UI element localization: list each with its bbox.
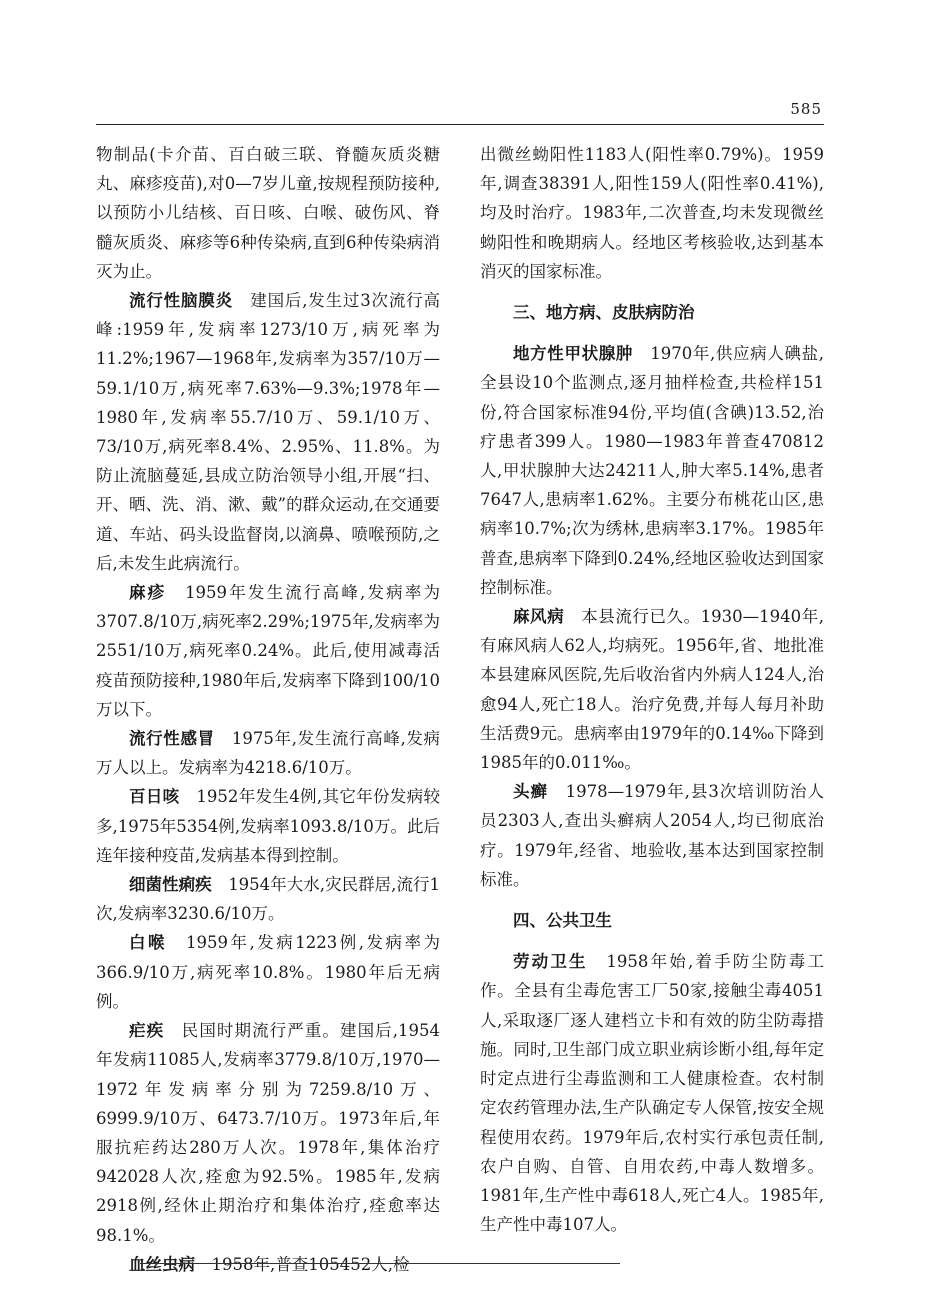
paragraph-goiter: [480, 339, 824, 602]
section-heading: 三、地方病、皮肤病防治: [513, 303, 695, 323]
paragraph-dysentery: [96, 870, 440, 928]
paragraph-malaria: [96, 1016, 440, 1250]
paragraph-influenza: [96, 724, 440, 782]
paragraph-occupational-health: [480, 947, 824, 1239]
paragraph-text: 1970年,供应病人碘盐,全县设10个监测点,逐月抽样检查,共检样151份,符合国家标准94份,平均值(含碘)13.52,治疗患者399人。1980—1983年普查470812人,甲状腺肿大达24211人,肿大率5.14%,患者7647人,患病率1.62%。主要分布桃花山区,患病率10.7%;次为绣林,患病率3.17%。1985年普查,患病率下降到0.24%,经地区验收达到国家控制标准。: [480, 344, 825, 597]
paragraph-title: 地方性甲状腺肿: [513, 344, 634, 364]
left-column: [96, 140, 440, 1279]
paragraph-title: 麻风病: [513, 607, 565, 627]
paragraph-text: 出微丝蚴阳性1183人(阳性率0.79%)。1959年,调查38391人,阳性159人(阳性率0.41%),均及时治疗。1983年,二次普查,均未发现微丝蚴阳性和晚期病人。经地区考核验收,达到基本消灭的国家标准。: [480, 145, 824, 281]
paragraph-leprosy: [480, 602, 824, 777]
paragraph-title: 血丝虫病: [129, 1254, 195, 1274]
paragraph-text: 1954年大水,灾民群居,流行1次,发病率3230.6/10万。: [96, 875, 441, 924]
paragraph-meningitis: [96, 286, 440, 578]
paragraph-text: 1959年发生流行高峰,发病率为3707.8/10万,病死率2.29%;1975年,发病率为2551/10万,病死率0.24%。此后,使用减毒活疫苗预防接种,1980年后,发病率下降到100/10万以下。: [96, 583, 440, 719]
paragraph-title: 劳动卫生: [513, 952, 588, 972]
paragraph-text: 1958年,普查105452人,检: [211, 1254, 410, 1274]
paragraph-title: 头癣: [513, 782, 549, 802]
paragraph-title: 疟疾: [129, 1021, 165, 1041]
paragraph-title: 细菌性痢疾: [129, 875, 212, 895]
paragraph-title: 百日咳: [129, 787, 180, 807]
paragraph: [96, 140, 440, 286]
paragraph-title: 白喉: [129, 933, 168, 953]
section-heading: 四、公共卫生: [513, 911, 612, 931]
paragraph-text: 1975年,发生流行高峰,发病万人以上。发病率为4218.6/10万。: [96, 729, 441, 778]
page-number: 585: [790, 100, 822, 118]
paragraph-title: 流行性脑膜炎: [129, 291, 233, 311]
paragraph-text: 物制品(卡介苗、百白破三联、脊髓灰质炎糖丸、麻疹疫苗),对0—7岁儿童,按规程预防接种,以预防小儿结核、百日咳、白喉、破伤风、脊髓灰质炎、麻疹等6种传染病,直到6种传染病消灭为止。: [96, 145, 440, 281]
paragraph-filariasis: [96, 1250, 440, 1279]
footer-rule: [140, 1263, 620, 1264]
paragraph-title: 麻疹: [129, 583, 167, 603]
paragraph-measles: [96, 578, 440, 724]
paragraph-pertussis: [96, 782, 440, 870]
paragraph-text: 1958年始,着手防尘防毒工作。全县有尘毒危害工厂50家,接触尘毒4051人,采取逐厂逐人建档立卡和有效的防尘防毒措施。同时,卫生部门成立职业病诊断小组,每年定时定点进行尘毒监测和工人健康检查。农村制定农药管理办法,生产队确定专人保管,按安全规程使用农药。1979年后,农村实行承包责任制,农户自购、自管、自用农药,中毒人数增多。1981年,生产性中毒618人,死亡4人。1985年,生产性中毒107人。: [480, 952, 824, 1235]
paragraph-text: 民国时期流行严重。建国后,1954年发病11085人,发病率3779.8/10万,1970—1972年发病率分别为7259.8/10万、6999.9/10万、6473.7/10万。1973年后,年服抗疟药达280万人次。1978年,集体治疗942028人次,痊愈为92.5%。1985年,发病2918例,经休止期治疗和集体治疗,痊愈率达98.1%。: [96, 1021, 441, 1245]
paragraph-text: 本县流行已久。1930—1940年,有麻风病人62人,均病死。1956年,省、地批准本县建麻风医院,先后收治省内外病人124人,治愈94人,死亡18人。治疗免费,并每人每月补助生活费9元。患病率由1979年的0.14‰下降到1985年的0.011‰。: [480, 607, 825, 773]
paragraph-text: 1959年,发病1223例,发病率为366.9/10万,病死率10.8%。1980年后无病例。: [96, 933, 441, 1011]
paragraph-text: 1952年发生4例,其它年份发病较多,1975年5354例,发病率1093.8/10万。此后连年接种疫苗,发病基本得到控制。: [96, 787, 441, 865]
header-rule: [96, 124, 824, 125]
paragraph-continuation: [480, 140, 824, 286]
paragraph-text: 1978—1979年,县3次培训防治人员2303人,查出头癣病人2054人,均已彻底治疗。1979年,经省、地验收,基本达到国家控制标准。: [480, 782, 825, 889]
right-column: [480, 140, 824, 1239]
paragraph-tinea: [480, 777, 824, 894]
paragraph-text: 建国后,发生过3次流行高峰:1959年,发病率1273/10万,病死率为11.2%;1967—1968年,发病率为357/10万—59.1/10万,病死率7.63%—9.3%;1978年—1980年,发病率55.7/10万、59.1/10万、73/10万,病死率8.4%、2.95%、11.8%。为防止流脑蔓延,县成立防治领导小组,开展“扫、开、晒、洗、消、漱、戴”的群众运动,在交通要道、车站、码头设监督岗,以滴鼻、喷喉预防,之后,未发生此病流行。: [96, 291, 441, 573]
paragraph-title: 流行性感冒: [129, 729, 215, 749]
paragraph-diphtheria: [96, 928, 440, 1016]
